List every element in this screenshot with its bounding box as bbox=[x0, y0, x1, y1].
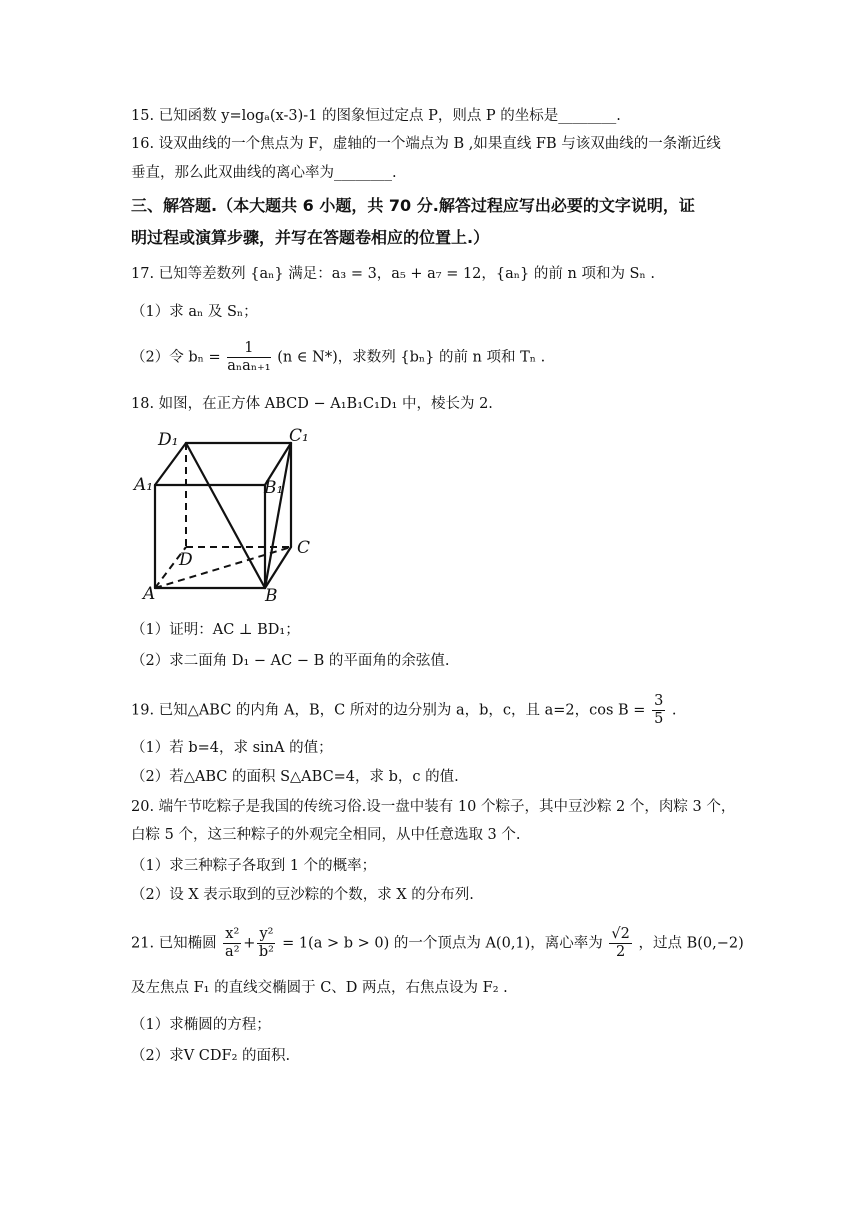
q19-stem-suffix: . bbox=[671, 702, 677, 719]
section-3-heading-line-1: 三、解答题.（本大题共 6 小题，共 70 分.解答过程应写出必要的文字说明，证 bbox=[131, 196, 695, 215]
question-19-part-1: （1）若 b=4，求 sinA 的值； bbox=[131, 740, 333, 756]
question-17-part-1: （1）求 aₙ 及 Sₙ； bbox=[131, 304, 258, 320]
q21-middle: = 1(a > b > 0) 的一个顶点为 A(0,1)，离心率为 bbox=[282, 935, 603, 952]
cube-figure bbox=[131, 425, 331, 609]
q21-fraction-y-numerator: y² bbox=[259, 926, 274, 942]
section-3-heading-line-2: 明过程或演算步骤，并写在答题卷相应的位置上.） bbox=[131, 228, 490, 247]
question-20-line-1: 20. 端午节吃粽子是我国的传统习俗.设一盘中装有 10 个粽子，其中豆沙粽 2 个，肉粽 3 个， bbox=[131, 799, 736, 815]
q19-fraction bbox=[652, 693, 665, 728]
q21-fraction-y bbox=[257, 926, 275, 961]
label-D1: D₁ bbox=[158, 430, 179, 450]
question-19-stem bbox=[131, 693, 677, 728]
q21-suffix: ，过点 B(0,−2) bbox=[638, 935, 744, 952]
q19-fraction-denominator: 5 bbox=[654, 711, 664, 727]
q17-p2-suffix: (n ∈ N*)，求数列 {bₙ} 的前 n 项和 Tₙ . bbox=[277, 349, 546, 366]
label-A: A bbox=[143, 584, 156, 604]
question-20-line-2: 白粽 5 个，这三种粽子的外观完全相同，从中任意选取 3 个. bbox=[131, 827, 521, 843]
question-17-part-2 bbox=[131, 340, 545, 375]
q21-fraction-x bbox=[223, 926, 241, 961]
q21-fraction-x-numerator: x² bbox=[225, 926, 240, 942]
q17-fraction-denominator: aₙaₙ₊₁ bbox=[227, 358, 271, 374]
q21-prefix: 21. 已知椭圆 bbox=[131, 935, 217, 952]
q17-fraction bbox=[227, 340, 270, 375]
question-17-stem: 17. 已知等差数列 {aₙ} 满足：a₃ = 3，a₅ + a₇ = 12，{aₙ} 的前 n 项和为 Sₙ . bbox=[131, 266, 655, 282]
label-A1: A₁ bbox=[134, 475, 154, 495]
question-20-part-1: （1）求三种粽子各取到 1 个的概率； bbox=[131, 858, 377, 874]
question-16-line-1: 16. 设双曲线的一个焦点为 F，虚轴的一个端点为 B ,如果直线 FB 与该双曲线的一条渐近线 bbox=[131, 136, 721, 152]
question-21-part-1: （1）求椭圆的方程； bbox=[131, 1017, 271, 1033]
question-21-stem bbox=[131, 926, 744, 961]
question-18-stem: 18. 如图，在正方体 ABCD − A₁B₁C₁D₁ 中，棱长为 2. bbox=[131, 396, 493, 412]
question-18-part-2: （2）求二面角 D₁ − AC − B 的平面角的余弦值. bbox=[131, 653, 450, 669]
q21-fraction-y-denominator: b² bbox=[258, 944, 274, 960]
label-C1: C₁ bbox=[289, 426, 309, 446]
q21-fraction-x-denominator: a² bbox=[225, 944, 240, 960]
question-15: 15. 已知函数 y=logₐ(x-3)-1 的图象恒过定点 P，则点 P 的坐标是________. bbox=[131, 108, 621, 124]
q19-fraction-numerator: 3 bbox=[654, 693, 664, 709]
question-19-part-2: （2）若△ABC 的面积 S△ABC=4，求 b，c 的值. bbox=[131, 769, 459, 785]
question-20-part-2: （2）设 X 表示取到的豆沙粽的个数，求 X 的分布列. bbox=[131, 887, 474, 903]
q17-p2-prefix: （2）令 bₙ = bbox=[131, 349, 221, 366]
q19-stem-prefix: 19. 已知△ABC 的内角 A，B，C 所对的边分别为 a，b，c，且 a=2，cos B = bbox=[131, 702, 646, 719]
question-21-line-2: 及左焦点 F₁ 的直线交椭圆于 C、D 两点，右焦点设为 F₂ . bbox=[131, 980, 508, 996]
label-B1: B₁ bbox=[264, 478, 284, 498]
label-C: C bbox=[297, 538, 311, 558]
q21-eccentricity-denominator: 2 bbox=[616, 944, 626, 960]
hidden-diagonal-AC bbox=[155, 547, 291, 588]
question-21-part-2: （2）求V CDF₂ 的面积. bbox=[131, 1048, 291, 1064]
q21-eccentricity-numerator: √2 bbox=[611, 926, 630, 942]
label-D: D bbox=[179, 550, 193, 570]
question-16-line-2: 垂直，那么此双曲线的离心率为________. bbox=[131, 165, 397, 181]
q21-plus: + bbox=[243, 935, 256, 952]
question-18-part-1: （1）证明：AC ⊥ BD₁； bbox=[131, 622, 300, 638]
q17-fraction-numerator: 1 bbox=[227, 340, 270, 358]
label-B: B bbox=[265, 586, 278, 605]
q21-eccentricity-fraction bbox=[609, 926, 631, 961]
